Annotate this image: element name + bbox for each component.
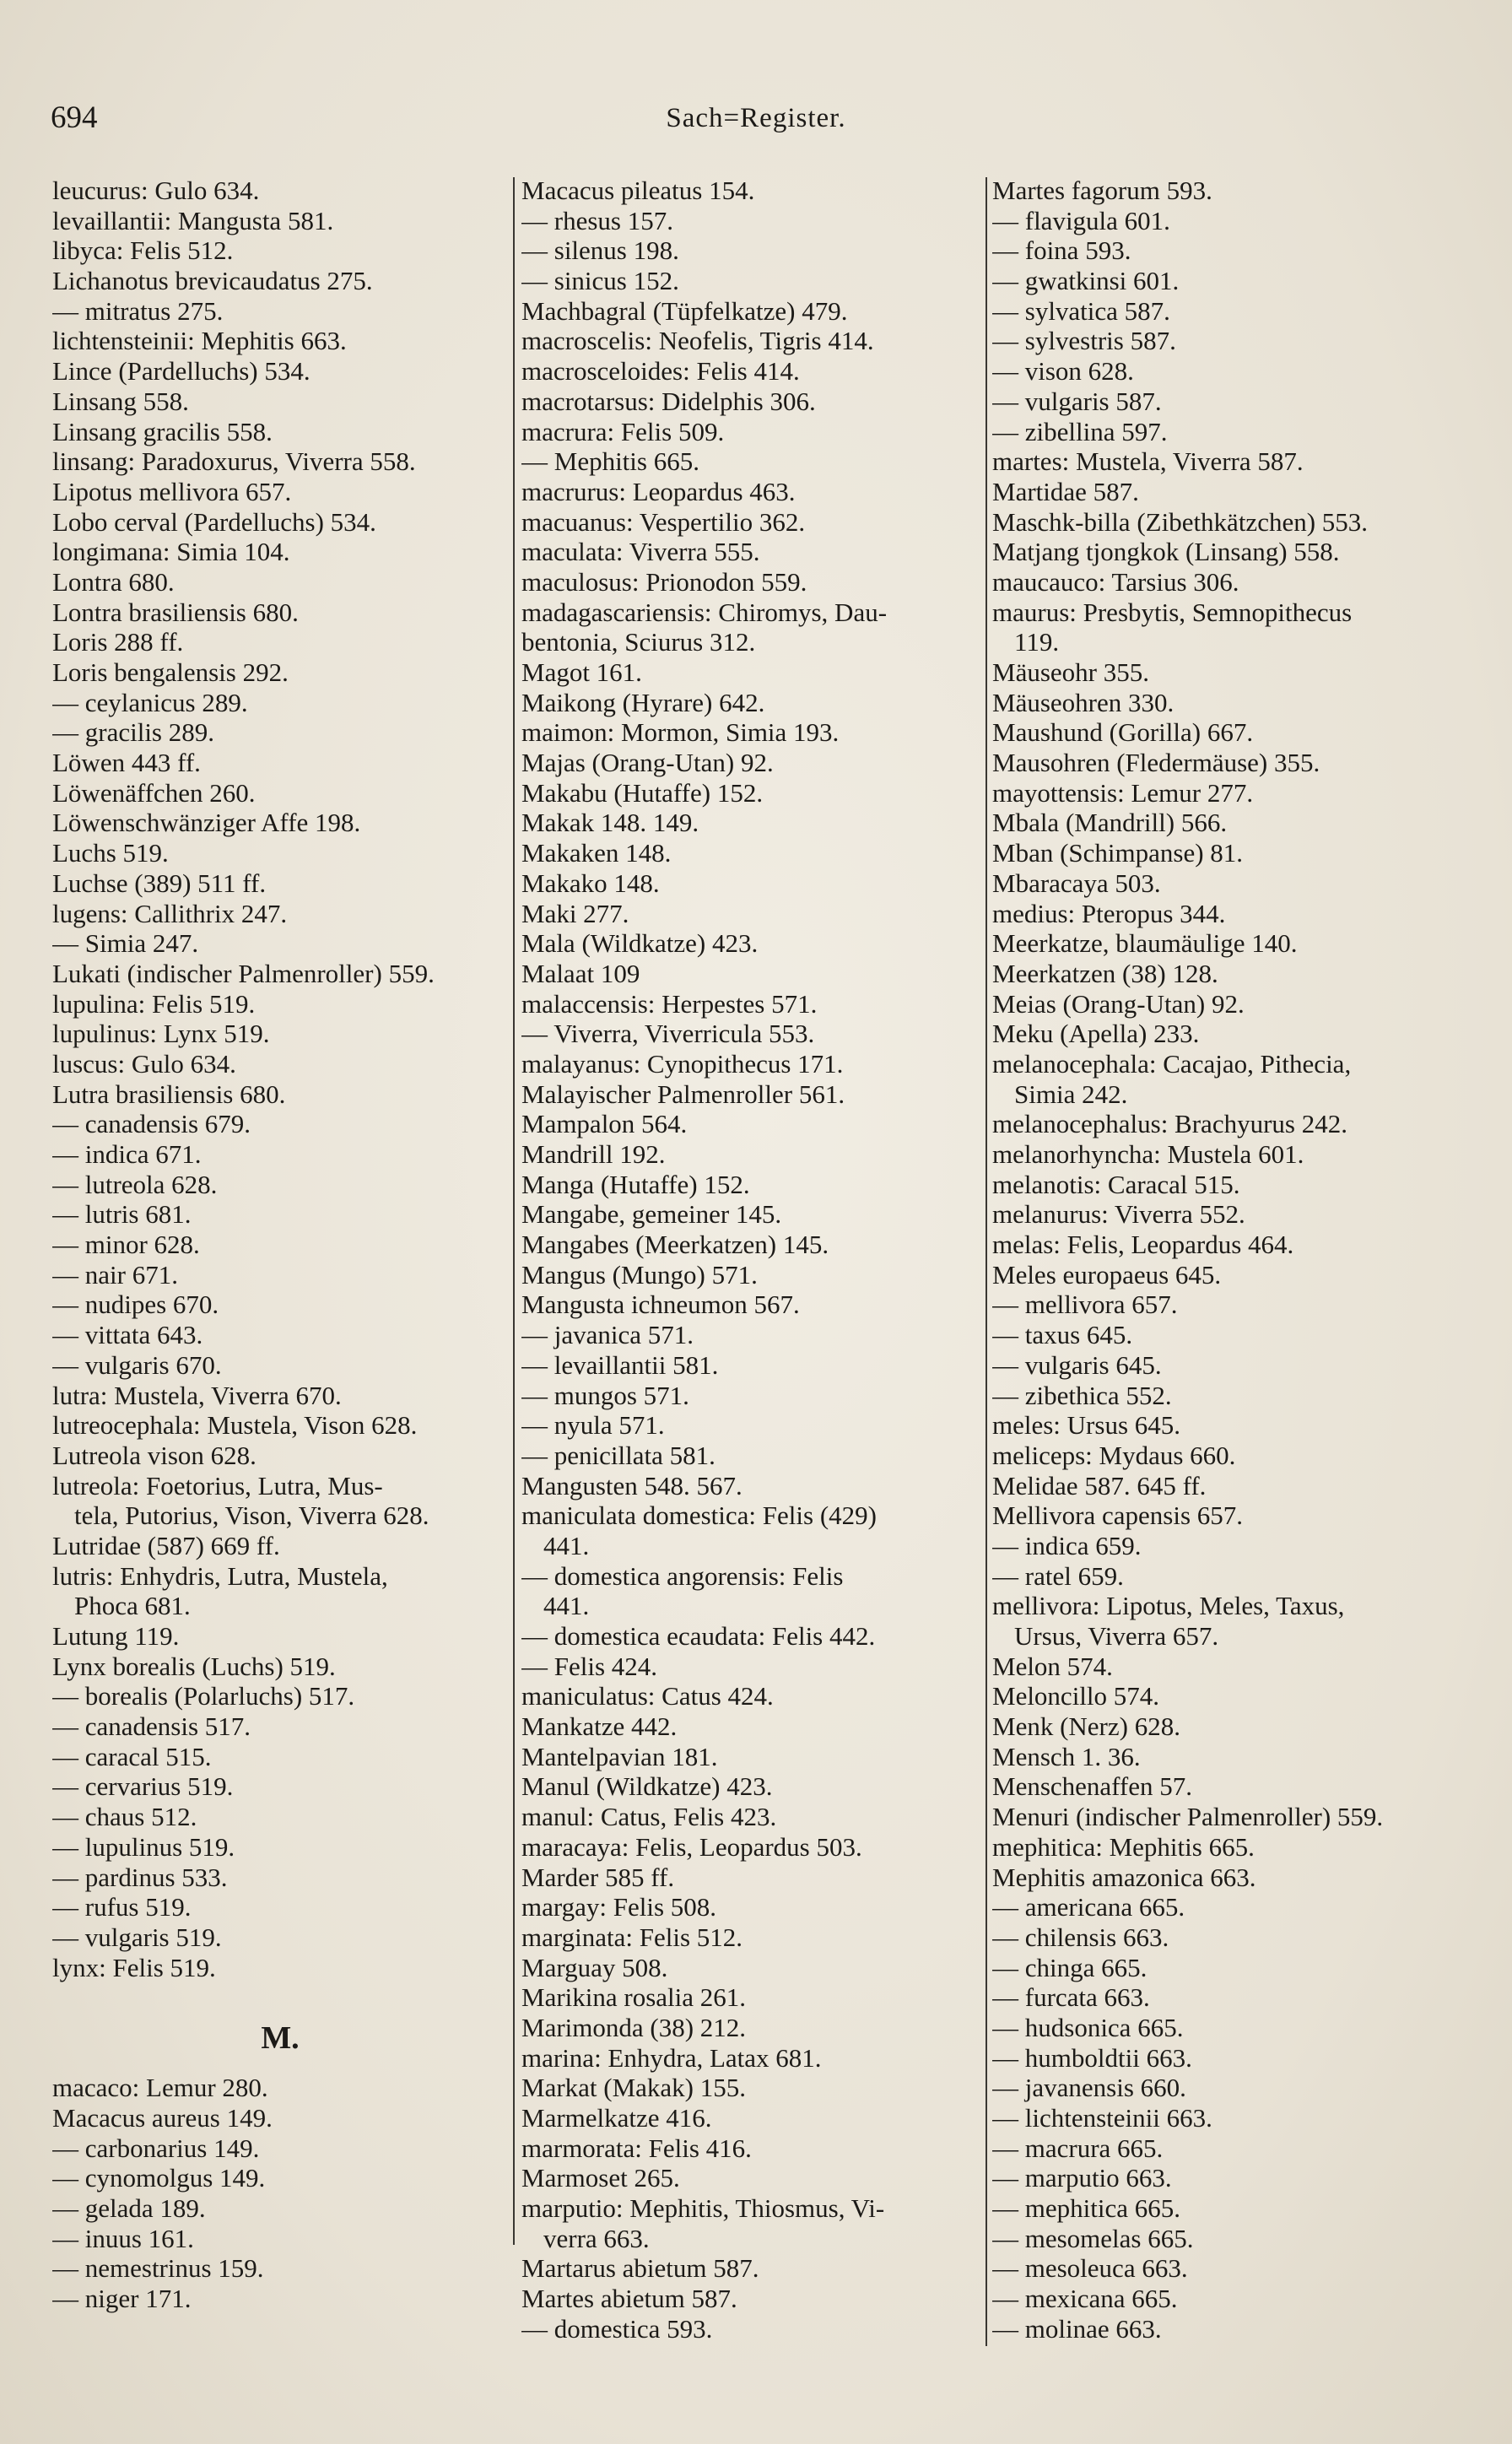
index-entry: Mephitis amazonica 663. <box>992 1862 1256 1892</box>
index-entry: levaillantii: Mangusta 581. <box>52 205 334 235</box>
index-entry: Löwen 443 ff. <box>52 748 201 778</box>
index-entry-continuation: Simia 242. <box>1014 1079 1128 1109</box>
index-entry: Meerkatzen (38) 128. <box>992 958 1218 988</box>
index-entry: macrura: Felis 509. <box>521 416 725 446</box>
index-entry: Mankatze 442. <box>521 1711 678 1742</box>
index-entry: Lutreola vison 628. <box>52 1440 256 1470</box>
index-entry: — pardinus 533. <box>52 1862 228 1892</box>
index-entry: Maikong (Hyrare) 642. <box>521 687 765 717</box>
index-entry: maracaya: Felis, Leopardus 503. <box>521 1831 862 1862</box>
index-entry: macroscelis: Neofelis, Tigris 414. <box>521 326 874 356</box>
index-entry: — vulgaris 519. <box>52 1922 222 1952</box>
index-entry: — rhesus 157. <box>521 205 673 235</box>
index-entry: Lukati (indischer Palmenroller) 559. <box>52 958 435 988</box>
index-entry: Linsang gracilis 558. <box>52 416 273 446</box>
index-entry: Manul (Wildkatze) 423. <box>521 1771 773 1802</box>
index-entry: — Felis 424. <box>521 1651 658 1681</box>
index-entry: Mbaracaya 503. <box>992 868 1161 898</box>
index-entry: — sinicus 152. <box>521 266 679 296</box>
index-entry: lupulinus: Lynx 519. <box>52 1019 270 1049</box>
index-entry: melas: Felis, Leopardus 464. <box>992 1230 1294 1260</box>
index-entry: — Mephitis 665. <box>521 446 699 477</box>
index-entry: — mellivora 657. <box>992 1290 1178 1320</box>
index-entry: Marikina rosalia 261. <box>521 1982 747 2013</box>
index-entry: Löwenäffchen 260. <box>52 777 256 808</box>
index-entry: Mangabes (Meerkatzen) 145. <box>521 1230 829 1260</box>
index-entry: Matjang tjongkok (Linsang) 558. <box>992 537 1340 567</box>
index-entry: Lichanotus brevicaudatus 275. <box>52 266 373 296</box>
index-entry: — ratel 659. <box>992 1560 1124 1591</box>
index-entry-continuation: verra 663. <box>543 2223 650 2253</box>
index-entry: — gwatkinsi 601. <box>992 266 1180 296</box>
index-entry: — nemestrinus 159. <box>52 2253 264 2284</box>
index-column-2 <box>521 176 980 2344</box>
index-entry: macrurus: Leopardus 463. <box>521 476 796 506</box>
index-entry: Melidae 587. 645 ff. <box>992 1470 1207 1500</box>
index-entry: Malayischer Palmenroller 561. <box>521 1079 845 1109</box>
index-entry: Lince (Pardelluchs) 534. <box>52 356 310 387</box>
index-entry: — flavigula 601. <box>992 205 1170 235</box>
index-entry: — furcata 663. <box>992 1982 1150 2013</box>
index-entry: Marguay 508. <box>521 1952 668 1982</box>
index-entry: Manga (Hutaffe) 152. <box>521 1169 750 1199</box>
index-entry: Majas (Orang-Utan) 92. <box>521 748 774 778</box>
index-entry: Lutung 119. <box>52 1621 180 1651</box>
index-entry: — lupulinus 519. <box>52 1831 235 1862</box>
index-entry: — domestica 593. <box>521 2313 713 2344</box>
index-entry: — mungos 571. <box>521 1380 689 1410</box>
running-title: Sach=Register. <box>666 103 846 133</box>
index-entry: — gracilis 289. <box>52 717 214 748</box>
index-entry: — lutris 681. <box>52 1199 192 1230</box>
index-entry: lutris: Enhydris, Lutra, Mustela, <box>52 1560 388 1591</box>
index-entry: Melon 574. <box>992 1651 1113 1681</box>
index-entry: Marimonda (38) 212. <box>521 2012 747 2042</box>
index-entry: — cervarius 519. <box>52 1771 234 1802</box>
index-entry: Lutra brasiliensis 680. <box>52 1079 286 1109</box>
page-number: 694 <box>51 100 98 135</box>
index-entry: — mesoleuca 663. <box>992 2253 1188 2284</box>
index-entry: maculata: Viverra 555. <box>521 537 760 567</box>
index-entry: Lontra 680. <box>52 566 175 597</box>
index-entry: maculosus: Prionodon 559. <box>521 566 807 597</box>
index-entry: melanorhyncha: Mustela 601. <box>992 1139 1304 1169</box>
index-entry: — canadensis 517. <box>52 1711 251 1742</box>
index-entry: — mexicana 665. <box>992 2284 1178 2314</box>
index-entry: — nudipes 670. <box>52 1290 219 1320</box>
index-entry: Meles europaeus 645. <box>992 1259 1222 1290</box>
index-entry: — chinga 665. <box>992 1952 1148 1982</box>
index-entry: — sylvestris 587. <box>992 326 1176 356</box>
index-entry: — domestica ecaudata: Felis 442. <box>521 1621 876 1651</box>
index-entry: Mangusten 548. 567. <box>521 1470 742 1500</box>
index-entry: linsang: Paradoxurus, Viverra 558. <box>52 446 416 477</box>
index-entry: madagascariensis: Chiromys, Dau- <box>521 597 888 627</box>
index-entry: Magot 161. <box>521 657 642 687</box>
index-entry: — vulgaris 587. <box>992 386 1162 416</box>
index-entry: — niger 171. <box>52 2284 192 2314</box>
column-divider <box>513 177 515 2245</box>
index-entry: Luchs 519. <box>52 838 169 868</box>
index-column-1 <box>52 176 508 2314</box>
index-entry: Makako 148. <box>521 868 660 898</box>
index-entry: Lontra brasiliensis 680. <box>52 597 299 627</box>
index-entry: — carbonarius 149. <box>52 2133 260 2163</box>
index-entry: meliceps: Mydaus 660. <box>992 1440 1236 1470</box>
index-entry: meles: Ursus 645. <box>992 1410 1181 1441</box>
index-entry: — vulgaris 645. <box>992 1349 1162 1380</box>
index-entry: — indica 659. <box>992 1530 1142 1560</box>
index-entry: medius: Pteropus 344. <box>992 898 1226 928</box>
index-entry: Mausohren (Fledermäuse) 355. <box>992 748 1320 778</box>
index-entry: melanurus: Viverra 552. <box>992 1199 1245 1230</box>
index-entry: Maushund (Gorilla) 667. <box>992 717 1254 748</box>
index-entry: leucurus: Gulo 634. <box>52 176 260 205</box>
index-entry: — marputio 663. <box>992 2163 1172 2193</box>
index-entry: Marmelkatze 416. <box>521 2103 712 2133</box>
index-entry: mephitica: Mephitis 665. <box>992 1831 1255 1862</box>
index-entry: mellivora: Lipotus, Meles, Taxus, <box>992 1591 1345 1621</box>
index-entry: — vulgaris 670. <box>52 1349 222 1380</box>
index-entry: Loris bengalensis 292. <box>52 657 289 687</box>
index-entry: lutra: Mustela, Viverra 670. <box>52 1380 342 1410</box>
index-entry: — Viverra, Viverricula 553. <box>521 1019 815 1049</box>
index-entry: malayanus: Cynopithecus 171. <box>521 1048 844 1079</box>
index-entry: melanocephalus: Brachyurus 242. <box>992 1109 1347 1139</box>
index-entry: maurus: Presbytis, Semnopithecus <box>992 597 1353 627</box>
index-entry: manul: Catus, Felis 423. <box>521 1802 777 1832</box>
index-entry: — domestica angorensis: Felis <box>521 1560 844 1591</box>
index-entry: — lichtensteinii 663. <box>992 2103 1212 2133</box>
index-entry: — mesomelas 665. <box>992 2223 1194 2253</box>
index-entry: Martidae 587. <box>992 476 1139 506</box>
index-entry: — levaillantii 581. <box>521 1349 719 1380</box>
index-entry: Malaat 109 <box>521 958 640 988</box>
index-entry: libyca: Felis 512. <box>52 235 234 266</box>
index-entry: margay: Felis 508. <box>521 1892 717 1922</box>
index-entry: — lutreola 628. <box>52 1169 218 1199</box>
index-entry: maimon: Mormon, Simia 193. <box>521 717 840 748</box>
index-entry: — zibellina 597. <box>992 416 1168 446</box>
index-entry: Menuri (indischer Palmenroller) 559. <box>992 1802 1384 1832</box>
index-entry: mayottensis: Lemur 277. <box>992 777 1254 808</box>
index-entry: Mandrill 192. <box>521 1139 666 1169</box>
index-entry: Löwenschwänziger Affe 198. <box>52 808 361 838</box>
index-entry: Lynx borealis (Luchs) 519. <box>52 1651 336 1681</box>
index-entry: Machbagral (Tüpfelkatze) 479. <box>521 295 848 326</box>
index-entry: marginata: Felis 512. <box>521 1922 743 1952</box>
index-entry: Mellivora capensis 657. <box>992 1500 1244 1531</box>
index-entry: lugens: Callithrix 247. <box>52 898 288 928</box>
index-entry: melanotis: Caracal 515. <box>992 1169 1240 1199</box>
index-entry: Marder 585 ff. <box>521 1862 675 1892</box>
index-entry: — minor 628. <box>52 1230 200 1260</box>
index-entry: — chaus 512. <box>52 1802 197 1832</box>
index-entry: bentonia, Sciurus 312. <box>521 627 756 657</box>
index-entry: — vison 628. <box>992 356 1134 387</box>
index-entry: Lutridae (587) 669 ff. <box>52 1530 280 1560</box>
index-entry: Martes fagorum 593. <box>992 176 1212 205</box>
index-entry: macrosceloides: Felis 414. <box>521 356 800 387</box>
index-entry: — sylvatica 587. <box>992 295 1170 326</box>
index-entry: Mban (Schimpanse) 81. <box>992 838 1244 868</box>
index-entry-continuation: 119. <box>1014 627 1060 657</box>
index-entry-continuation: Ursus, Viverra 657. <box>1014 1621 1219 1651</box>
index-entry: Mala (Wildkatze) 423. <box>521 928 759 959</box>
index-entry: lupulina: Felis 519. <box>52 988 256 1019</box>
index-entry-continuation: 441. <box>543 1530 590 1560</box>
index-entry: — molinae 663. <box>992 2313 1162 2344</box>
index-entry: maniculata domestica: Felis (429) <box>521 1500 877 1531</box>
index-entry: — mitratus 275. <box>52 295 224 326</box>
index-entry: Linsang 558. <box>52 386 189 416</box>
index-entry: Meerkatze, blaumäulige 140. <box>992 928 1298 959</box>
index-entry: Luchse (389) 511 ff. <box>52 868 267 898</box>
index-entry: lutreola: Foetorius, Lutra, Mus- <box>52 1470 383 1500</box>
index-entry: marmorata: Felis 416. <box>521 2133 752 2163</box>
index-entry: Mäuseohren 330. <box>992 687 1174 717</box>
index-entry: — vittata 643. <box>52 1320 203 1350</box>
index-entry: Mäuseohr 355. <box>992 657 1149 687</box>
index-entry: Loris 288 ff. <box>52 627 184 657</box>
index-entry: Macacus pileatus 154. <box>521 176 755 205</box>
index-entry: macrotarsus: Didelphis 306. <box>521 386 816 416</box>
index-entry: Lobo cerval (Pardelluchs) 534. <box>52 506 376 537</box>
index-entry: melanocephala: Cacajao, Pithecia, <box>992 1048 1352 1079</box>
index-entry: Menschenaffen 57. <box>992 1771 1193 1802</box>
index-entry: — hudsonica 665. <box>992 2012 1184 2042</box>
index-entry: — taxus 645. <box>992 1320 1133 1350</box>
index-entry: — ceylanicus 289. <box>52 687 248 717</box>
page-header <box>51 100 1461 150</box>
index-entry: — cynomolgus 149. <box>52 2163 266 2193</box>
index-entry: Marmoset 265. <box>521 2163 680 2193</box>
index-entry: Mbala (Mandrill) 566. <box>992 808 1228 838</box>
index-entry: Mangabe, gemeiner 145. <box>521 1199 782 1230</box>
index-entry: macaco: Lemur 280. <box>52 2073 268 2103</box>
index-entry: — inuus 161. <box>52 2223 194 2253</box>
index-entry: — foina 593. <box>992 235 1131 266</box>
index-entry: Maschk-billa (Zibethkätzchen) 553. <box>992 506 1369 537</box>
index-entry: — macrura 665. <box>992 2133 1164 2163</box>
index-entry: — Simia 247. <box>52 928 199 959</box>
index-entry: — rufus 519. <box>52 1892 192 1922</box>
index-entry: maucauco: Tarsius 306. <box>992 566 1239 597</box>
index-entry: marina: Enhydra, Latax 681. <box>521 2042 822 2073</box>
index-entry: — chilensis 663. <box>992 1922 1169 1952</box>
index-entry: maniculatus: Catus 424. <box>521 1681 774 1711</box>
index-entry: — nyula 571. <box>521 1410 665 1441</box>
index-entry: malaccensis: Herpestes 571. <box>521 988 818 1019</box>
index-entry: Macacus aureus 149. <box>52 2102 273 2133</box>
index-entry: — gelada 189. <box>52 2193 206 2223</box>
index-entry: Mensch 1. 36. <box>992 1741 1141 1771</box>
index-entry: Meku (Apella) 233. <box>992 1019 1200 1049</box>
index-entry: — nair 671. <box>52 1259 178 1290</box>
index-entry-continuation: 441. <box>543 1591 590 1621</box>
index-entry: — penicillata 581. <box>521 1440 716 1470</box>
index-entry: Martarus abietum 587. <box>521 2253 759 2284</box>
index-entry: Mantelpavian 181. <box>521 1741 718 1771</box>
index-entry: — americana 665. <box>992 1892 1185 1922</box>
index-entry: Mangus (Mungo) 571. <box>521 1259 758 1290</box>
index-entry: Makak 148. 149. <box>521 808 699 838</box>
index-entry: lichtensteinii: Mephitis 663. <box>52 326 347 356</box>
index-entry: Makabu (Hutaffe) 152. <box>521 777 764 808</box>
index-entry: — caracal 515. <box>52 1741 212 1771</box>
index-entry: Mangusta ichneumon 567. <box>521 1290 800 1320</box>
section-heading: M. <box>261 2020 300 2057</box>
index-column-3 <box>992 176 1473 2344</box>
index-entry: lutreocephala: Mustela, Vison 628. <box>52 1410 418 1441</box>
index-entry: Maki 277. <box>521 898 629 928</box>
index-entry: martes: Mustela, Viverra 587. <box>992 446 1304 477</box>
index-entry: Markat (Makak) 155. <box>521 2073 746 2103</box>
index-entry: Mampalon 564. <box>521 1109 688 1139</box>
index-entry: — zibethica 552. <box>992 1380 1172 1410</box>
index-entry: Makaken 148. <box>521 838 672 868</box>
index-entry-continuation: Phoca 681. <box>74 1591 191 1621</box>
index-entry: — indica 671. <box>52 1139 202 1169</box>
index-entry: Lipotus mellivora 657. <box>52 476 292 506</box>
index-entry: — canadensis 679. <box>52 1109 251 1139</box>
index-entry: — borealis (Polarluchs) 517. <box>52 1681 355 1711</box>
index-entry: Menk (Nerz) 628. <box>992 1711 1180 1742</box>
index-entry: — javanica 571. <box>521 1320 694 1350</box>
index-entry: Martes abietum 587. <box>521 2284 737 2314</box>
index-entry: Meias (Orang-Utan) 92. <box>992 988 1245 1019</box>
column-divider <box>986 177 987 2346</box>
index-entry: — javanensis 660. <box>992 2073 1186 2103</box>
index-entry: — humboldtii 663. <box>992 2042 1192 2073</box>
index-entry: — silenus 198. <box>521 235 679 266</box>
index-entry: macuanus: Vespertilio 362. <box>521 506 806 537</box>
index-entry: lynx: Felis 519. <box>52 1952 216 1982</box>
index-entry: — mephitica 665. <box>992 2193 1180 2224</box>
index-entry-continuation: tela, Putorius, Vison, Viverra 628. <box>74 1500 429 1531</box>
index-entry: longimana: Simia 104. <box>52 537 290 567</box>
index-entry: Meloncillo 574. <box>992 1681 1160 1711</box>
index-entry: marputio: Mephitis, Thiosmus, Vi- <box>521 2193 885 2224</box>
index-entry: luscus: Gulo 634. <box>52 1048 236 1079</box>
